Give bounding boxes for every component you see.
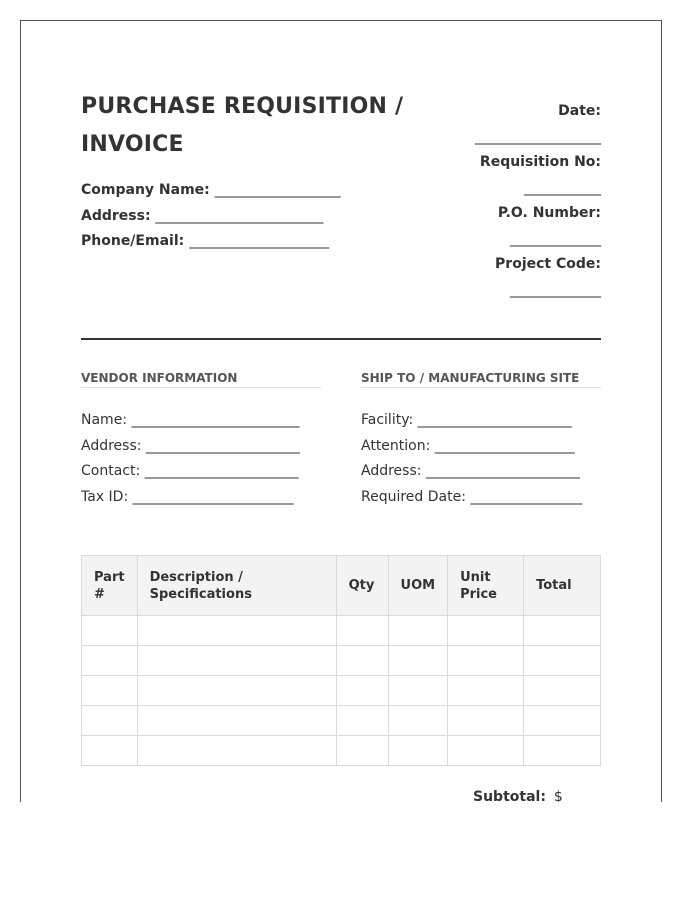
ship-facility-field[interactable]: Facility: ______________________: [361, 412, 572, 428]
vendor-contact-field[interactable]: Contact: ______________________: [81, 463, 299, 479]
vendor-address-field[interactable]: Address: ______________________: [81, 437, 300, 454]
table-cell[interactable]: [448, 706, 524, 736]
table-cell[interactable]: [388, 676, 448, 706]
column-header-part: Part #: [82, 556, 138, 616]
document-page: [20, 20, 662, 802]
vendor-tax-id-field[interactable]: Tax ID: _______________________: [81, 488, 294, 505]
table-cell[interactable]: [448, 736, 524, 766]
subtotal-label: Subtotal:: [473, 789, 546, 802]
table-cell[interactable]: [82, 676, 138, 706]
company-address-blank[interactable]: ________________________: [155, 207, 324, 224]
table-cell[interactable]: [388, 616, 448, 646]
ship-to-section: [361, 371, 601, 510]
table-cell[interactable]: [82, 706, 138, 736]
company-phone-field: [81, 229, 341, 255]
table-cell[interactable]: [524, 616, 601, 646]
requisition-no-blank[interactable]: ___________: [524, 179, 601, 196]
company-info: [81, 178, 341, 255]
table-body: [82, 616, 601, 766]
table-cell[interactable]: [524, 646, 601, 676]
ship-required-date-field[interactable]: Required Date: ________________: [361, 488, 583, 505]
vendor-section: [81, 371, 321, 510]
column-header-uom: UOM: [388, 556, 448, 616]
column-header-unit-price: Unit Price: [448, 556, 524, 616]
ship-to-fields: [361, 408, 601, 510]
table-cell[interactable]: [137, 706, 336, 736]
table-cell[interactable]: [137, 676, 336, 706]
table-cell[interactable]: [448, 616, 524, 646]
line-items-table: [81, 555, 601, 766]
table-cell[interactable]: [448, 646, 524, 676]
subtotal-currency: $: [553, 789, 563, 802]
table-cell[interactable]: [388, 736, 448, 766]
ship-address-field[interactable]: Address: ______________________: [361, 463, 580, 479]
po-number-blank[interactable]: _____________: [510, 230, 601, 247]
company-phone-label: Phone/Email:: [81, 233, 185, 249]
table-header-row: [82, 556, 601, 616]
table-row: [82, 676, 601, 706]
company-phone-blank[interactable]: ____________________: [189, 233, 330, 249]
table-row: [82, 736, 601, 766]
company-name-field: [81, 178, 341, 204]
company-address-field: [81, 204, 341, 230]
document-meta: [381, 99, 601, 303]
vendor-name-field[interactable]: Name: ________________________: [81, 412, 300, 428]
company-name-blank[interactable]: __________________: [214, 182, 341, 198]
table-cell[interactable]: [137, 646, 336, 676]
project-code-blank[interactable]: _____________: [510, 281, 601, 298]
company-address-label: Address:: [81, 207, 151, 224]
table-cell[interactable]: [336, 706, 388, 736]
header-divider: [81, 338, 601, 340]
company-name-label: Company Name:: [81, 182, 210, 198]
ship-attention-field[interactable]: Attention: ____________________: [361, 437, 575, 454]
table-cell[interactable]: [524, 736, 601, 766]
requisition-no-label: Requisition No:: [479, 154, 601, 170]
table-cell[interactable]: [388, 646, 448, 676]
date-blank[interactable]: __________________: [475, 128, 601, 145]
date-label: Date:: [558, 103, 601, 119]
project-code-label: Project Code:: [495, 256, 601, 272]
column-header-total: Total: [524, 556, 601, 616]
table-row: [82, 616, 601, 646]
vendor-section-title: VENDOR INFORMATION: [81, 371, 321, 388]
po-number-label: P.O. Number:: [497, 205, 601, 221]
table-cell[interactable]: [137, 736, 336, 766]
subtotal-line: [473, 789, 563, 802]
column-header-description: Description / Specifications: [137, 556, 336, 616]
table-cell[interactable]: [388, 706, 448, 736]
column-header-qty: Qty: [336, 556, 388, 616]
ship-to-section-title: SHIP TO / MANUFACTURING SITE: [361, 371, 601, 388]
document-title: PURCHASE REQUISITION / INVOICE: [81, 94, 404, 157]
vendor-fields: [81, 408, 321, 510]
table-cell[interactable]: [82, 646, 138, 676]
table-cell[interactable]: [336, 646, 388, 676]
table-cell[interactable]: [448, 676, 524, 706]
table-cell[interactable]: [336, 616, 388, 646]
table-cell[interactable]: [336, 736, 388, 766]
table-row: [82, 646, 601, 676]
table-cell[interactable]: [336, 676, 388, 706]
table-cell[interactable]: [82, 736, 138, 766]
table-cell[interactable]: [524, 676, 601, 706]
table-cell[interactable]: [82, 616, 138, 646]
table-cell[interactable]: [524, 706, 601, 736]
table-cell[interactable]: [137, 616, 336, 646]
table-row: [82, 706, 601, 736]
